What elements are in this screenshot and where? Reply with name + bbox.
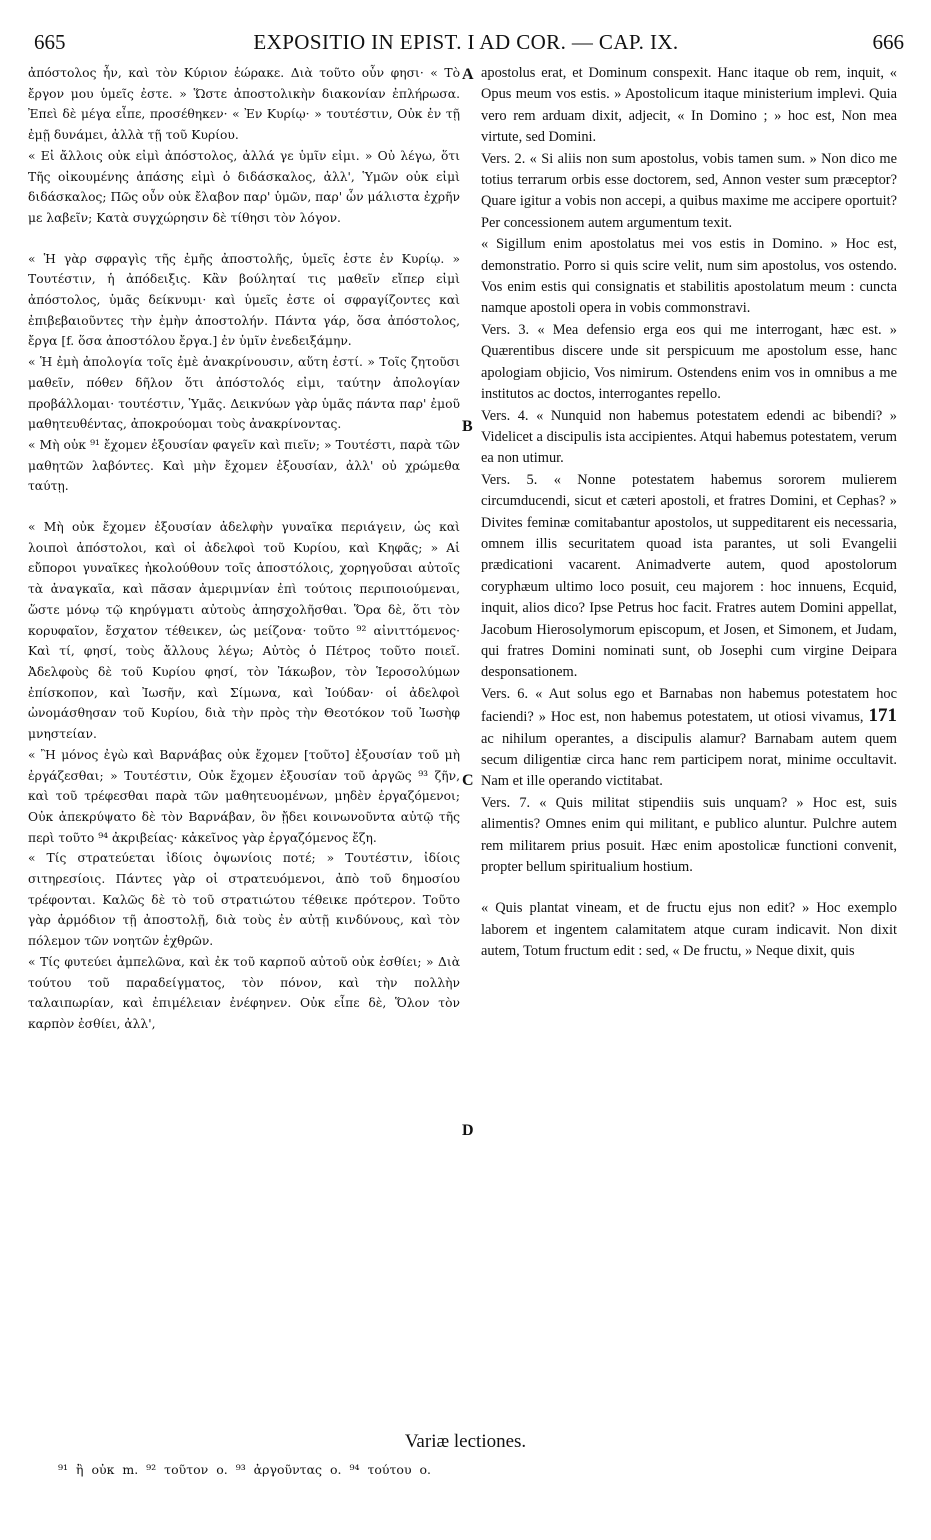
migne-column-number: 171	[868, 705, 897, 727]
greek-paragraph: « Μὴ οὐκ ἔχομεν ἐξουσίαν ἀδελφὴν γυναῖκα περιάγειν, ὡς καὶ λοιποὶ ἀπόστολοι, καὶ οἱ ἀδελφοὶ τοῦ Κυρίου, καὶ Κηφᾶς; » Αἱ εὔποροι γυναῖκες ἠκολούθουν τοῖς ἀποστόλοις, χορηγοῦσαι αὐτοῖς τὰ ἀναγκαῖα, καὶ πᾶσαν ἀμεριμνίαν ἐπὶ τούτοις περιποιούμεναι, ὥστε μόνῳ τῷ κηρύγματι αὐτοὺς ἀπησχολῆσθαι. Ὅρα δὲ, ὅτι τὸν κορυφαῖον, ἔσχατον τέθεικεν, ὡς μείζονα· τοῦτο ⁹² αἰνιττόμενος· Καὶ τί, φησί, τοὺς ἄλλους λέγω; Αὐτὸς ὁ Πέτρος τοῦτο ποιεῖ. Ἀδελφοὺς δὲ τοῦ Κυρίου φησί, τὸν Ἰάκωβον, τὸν Ἱεροσολύμων ἐπίσκοπον, καὶ Ἰωσῆν, καὶ Σίμωνα, καὶ Ἰούδαν· οἱ ἀδελφοὶ ὠνομάσθησαν τοῦ Κυρίου, διὰ τὴν πρὸς τὴν Θεοτόκον τοῦ Ἰωσὴφ μνηστείαν.	[28, 520, 460, 742]
latin-paragraph: Vers. 5. « Nonne potestatem habemus sororem mulierem circumducendi, sicut et cæteri apostoli, et fratres Domini, et Cephas? » Divites feminæ comitabantur apostolos, ut suppeditarent eis necessaria, omnem illis securitatem quoad ista parantes, ut soli Evangelii prædicationi vacarent. Animadverte autem, quod apostolorum coryphæum ultimo loco posuit, ceu majorem : hoc innuens, Ecquid, inquit, alios dico? Ipse Petrus hoc facit. Fratres autem Domini appellat, Jacobum Hierosolymorum episcopum, et Josen, et Simonem, et Judam, qui fratres Domini nominati sunt, ob Josephi cum virgine Deipara desponsationem.	[481, 471, 897, 681]
latin-paragraph: « Quis plantat vineam, et de fructu ejus non edit? » Hoc exemplo laborem et ingentem calamitatem atque curam indicavit. Non dixit autem, Totum fructum edit : sed, « De fructu, » Neque dixit, quis	[481, 900, 897, 960]
greek-paragraph: « Μὴ οὐκ ⁹¹ ἔχομεν ἐξουσίαν φαγεῖν καὶ πιεῖν; » Τουτέστι, παρὰ τῶν μαθητῶν λαβόντες. Καὶ μὴν ἔχομεν ἐξουσίαν, ἀλλ' οὐ χρώμεθα ταύτῃ.	[28, 437, 460, 494]
greek-paragraph: « Τίς στρατεύεται ἰδίοις ὀψωνίοις ποτέ; » Τουτέστιν, ἰδίοις σιτηρεσίοις. Πάντες γὰρ οἱ στρατευόμενοι, ἀπὸ τοῦ δημοσίου τρέφονται. Καλῶς δὲ τὸ τοῦ στρατιώτου τέθεικε πρότερον. Τοῦτο γὰρ ἁρμόδιον τῇ ἀποστολῇ, διὰ τοὺς ἐν αὐτῇ κινδύνους, καὶ τὸν πόλεμον τῶν νοητῶν ἐχθρῶν.	[28, 851, 460, 949]
greek-paragraph: « Ἢ μόνος ἐγὼ καὶ Βαρνάβας οὐκ ἔχομεν [τοῦτο] ἐξουσίαν τοῦ μὴ ἐργάζεσθαι; » Τουτέστιν, Οὐκ ἔχομεν ἐξουσίαν τοῦ ἀργῶς ⁹³ ζῆν, καὶ τοῦ τρέφεσθαι παρὰ τῶν μαθητευομένων, μηδὲν ἐργαζόμενοι; Οὐκ ἀπεκρύψατο δὲ τὸν Βαρνάβαν, ὃν ᾔδει κοινωνοῦντα αὐτῷ τῆς περὶ τοῦτο ⁹⁴ ἀκριβείας· κἀκεῖνος γὰρ ἐργαζόμενος ἔζη.	[28, 747, 460, 845]
margin-letter-a: A	[462, 66, 474, 83]
page-number-right: 666	[872, 30, 904, 54]
latin-paragraph: Vers. 4. « Nunquid non habemus potestatem edendi ac bibendi? » Videlicet a discipulis ista accipientes. Atqui habemus potestatem, verum ea non utimur.	[481, 407, 897, 467]
greek-paragraph: « Τίς φυτεύει ἀμπελῶνα, καὶ ἐκ τοῦ καρποῦ αὐτοῦ οὐκ ἐσθίει; » Διὰ τούτου τοῦ παραδείγματος, τὸν πόνον, καὶ τὴν πολλὴν ταλαιπωρίαν, καὶ ἐπιμέλειαν ἐνέφηνεν. Οὐκ εἶπε δὲ, Ὅλον τὸν καρπὸν ἐσθίει, ἀλλ',	[28, 954, 460, 1031]
margin-letter-c: C	[462, 772, 474, 789]
latin-paragraph: apostolus erat, et Dominum conspexit. Hanc itaque ob rem, inquit, « Opus meum vos estis. » Apostolicum itaque ministerium implevi. Quia vero rem arduam dixit, adjecit, « In Domino ; » hoc est, Non mea virtute, sed Domini.	[481, 65, 897, 146]
margin-letter-b: B	[462, 418, 473, 435]
variant-readings-title: Variæ lectiones.	[404, 1431, 527, 1452]
latin-paragraph: « Sigillum enim apostolatus mei vos estis in Domino. » Hoc est, demonstratio. Porro si quis scire velit, num sim apostolus, vos ostendo. Vos enim estis qui consignatis et stabilitis apostolatum meum : cuncta namque apostoli opera in vobis commonstravi.	[481, 236, 897, 317]
running-title: EXPOSITIO IN EPIST. I AD COR. — CAP. IX.	[253, 30, 679, 54]
page-number-left: 665	[34, 30, 66, 54]
latin-paragraph: Vers. 7. « Quis militat stipendiis suis unquam? » Hoc est, suis alimentis? Omnes enim qui militant, e publico aluntur. Pulchre autem rem militarem prius posuit. Hæc enim apostolicæ functioni convenit, propter bellum spiritualium hostium.	[481, 794, 897, 876]
variant-readings-notes: ⁹¹ ἢ οὐκ m. ⁹² τοῦτον ο. ⁹³ ἀργοῦντας ο. ⁹⁴ τούτου ο.	[58, 1462, 432, 1477]
greek-paragraph: « Ἡ ἐμὴ ἀπολογία τοῖς ἐμὲ ἀνακρίνουσιν, αὕτη ἐστί. » Τοῖς ζητοῦσι μαθεῖν, πόθεν δῆλον ὅτι ἀπόστολός εἰμι, ταύτην ἀπολογίαν προβάλλομαι· τουτέστιν, Ὑμᾶς. Δεικνύων γὰρ ὑμᾶς πάντα παρ' ἐμοῦ μαθητευθέντας, ἀποκρούομαι τοὺς ἀνακρίνοντας.	[28, 355, 460, 432]
margin-letter-d: D	[462, 1122, 474, 1139]
latin-paragraph: Vers. 3. « Mea defensio erga eos qui me interrogant, hæc est. » Quærentibus discere unde sit perspicuum me apostolum esse, hanc apologiam objicio, Vos nimirum. Ostendens enim vos in omnibus a me institutos ac doctos, interrogantes repello.	[481, 321, 897, 403]
greek-column	[28, 63, 460, 1035]
latin-paragraph	[481, 684, 897, 793]
greek-paragraph: « Ἡ γὰρ σφραγὶς τῆς ἐμῆς ἀποστολῆς, ὑμεῖς ἐστε ἐν Κυρίῳ. » Τουτέστιν, ἡ ἀπόδειξις. Κἂν βούληταί τις μαθεῖν εἴπερ εἰμὶ ἀπόστολος, ὑμᾶς δείκνυμι· καὶ ὑμεῖς ἐστε οἱ σφραγίζοντες καὶ ἐπιβεβαιοῦντες τὴν ἐμὴν ἀποστολήν. Πάντα γάρ, ὅσα ἀπόστολος, ἔργα [f. ὅσα ἀποστόλου ἔργα.] ἐν ὑμῖν ἐνεδειξάμην.	[28, 251, 460, 349]
greek-paragraph: « Εἰ ἄλλοις οὐκ εἰμὶ ἀπόστολος, ἀλλά γε ὑμῖν εἰμι. » Οὐ λέγω, ὅτι Τῆς οἰκουμένης ἁπάσης εἰμὶ ὁ διδάσκαλος, ἀλλ', Ὑμῶν οὐκ εἰμὶ διδάσκαλος; Πῶς οὖν οὐκ ἔλαβον παρ' ὑμῶν, παρ' ὧν μάλιστα ἐχρῆν με λαβεῖν; Κατὰ συγχώρησιν δὲ τίθησι τὸν λόγον.	[28, 148, 460, 225]
latin-text: ac nihilum operantes, a discipulis alamur? Barnabam autem quem secum diligentiæ circa hanc rem participem norat, minime occultavit. Nam et ille operando victitabat.	[481, 730, 897, 790]
greek-paragraph: ἀπόστολος ἦν, καὶ τὸν Κύριον ἑώρακε. Διὰ τοῦτο οὖν φησι· « Τὸ ἔργον μου ὑμεῖς ἐστε. » Ὥστε ἀποστολικὴν διακονίαν ἐπλήρωσα. Ἐπεὶ δὲ μέγα εἶπε, προσέθηκεν· « Ἐν Κυρίῳ· » τουτέστιν, Οὐκ ἐν τῇ ἐμῇ δυνάμει, ἀλλὰ τῇ τοῦ Κυρίου.	[28, 66, 460, 143]
page-header	[28, 30, 904, 56]
latin-column	[481, 63, 897, 963]
latin-paragraph: Vers. 2. « Si aliis non sum apostolus, vobis tamen sum. » Non dico me totius terrarum orbis esse doctorem, sed, Annon vester sum præceptor? Quare igitur a vobis non accepi, a quibus maxime me accipere oportuit? Per concessionem autem argumentum texit.	[481, 150, 897, 231]
latin-text: Vers. 6. « Aut solus ego et Barnabas non habemus potestatem hoc faciendi? » Hoc est, non habemus potestatem, ut otiosi vivamus,	[481, 685, 897, 726]
